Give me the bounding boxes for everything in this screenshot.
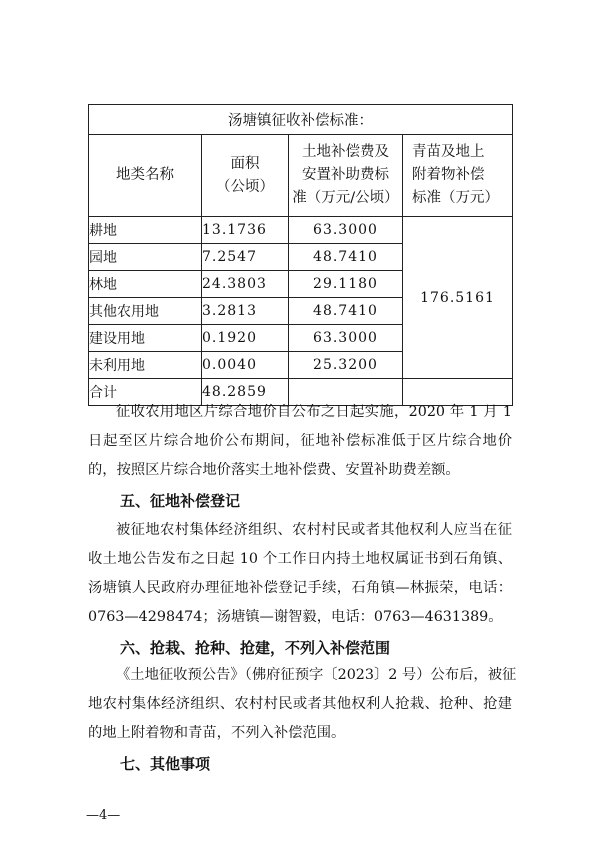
text-line: 地农村集体经济组织、农村村民或者其他权利人抢栽、抢种、抢建 [88, 696, 512, 712]
header-area: 面积 （公顷） [202, 135, 289, 217]
section-heading-7: 七、其他事项 [120, 755, 211, 773]
cell-total-area: 48.2859 [202, 379, 289, 406]
paragraph-no-compensation [88, 661, 517, 748]
text-line: 汤塘镇人民政府办理征地补偿登记手续，石角镇—林振荣，电话： [88, 580, 512, 596]
text-line: 的地上附着物和青苗，不列入补偿范围。 [88, 725, 346, 741]
cell-rate: 29.1180 [289, 271, 403, 298]
text-line: 被征地农村集体经济组织、农村村民或者其他权利人应当在征 [116, 522, 512, 538]
cell-area: 7.2547 [202, 244, 289, 271]
text-line: 的，按照区片综合地价落实土地补偿费、安置补助费差额。 [88, 462, 460, 478]
cell-land-type: 建设用地 [89, 325, 202, 352]
cell-rate: 48.7410 [289, 298, 403, 325]
paragraph-land-price [88, 398, 512, 485]
text-line: 收土地公告发布之日起 10 个工作日内持土地权属证书到石角镇、 [88, 551, 512, 567]
cell-land-type: 耕地 [89, 217, 202, 244]
compensation-table [88, 104, 513, 406]
text-line: 日起至区片综合地价公布期间，征地补偿标准低于区片综合地价 [88, 433, 512, 449]
table-row [89, 217, 513, 244]
cell-area: 0.1920 [202, 325, 289, 352]
table-header-row [89, 135, 513, 217]
cell-land-type: 未利用地 [89, 352, 202, 379]
cell-area: 0.0040 [202, 352, 289, 379]
table-title: 汤塘镇征收补偿标准： [89, 105, 513, 135]
cell-total-label: 合计 [89, 379, 202, 406]
text-line: 0763—4298474；汤塘镇—谢智毅，电话：0763—4631389。 [88, 609, 503, 625]
cell-rate: 48.7410 [289, 244, 403, 271]
cell-area: 13.1736 [202, 217, 289, 244]
header-land-type: 地类名称 [89, 135, 202, 217]
cell-rate: 63.3000 [289, 325, 403, 352]
table-title-row [89, 105, 513, 135]
text-line: 《土地征收预公告》（佛府征预字〔2023〕2 号）公布后，被征 [116, 667, 517, 683]
header-crop-compensation: 青苗及地上 附着物补偿 标准（万元） [403, 135, 513, 217]
section-heading-6: 六、抢栽、抢种、抢建，不列入补偿范围 [120, 639, 391, 657]
cell-area: 24.3803 [202, 271, 289, 298]
paragraph-registration [88, 516, 512, 632]
page-number: —4— [86, 808, 121, 823]
cell-land-type: 林地 [89, 271, 202, 298]
cell-rate: 63.3000 [289, 217, 403, 244]
cell-rate: 25.3200 [289, 352, 403, 379]
cell-crop-compensation: 176.5161 [403, 217, 513, 379]
cell-area: 3.2813 [202, 298, 289, 325]
header-land-compensation-rate: 土地补偿费及 安置补助费标 准（万元/公顷） [289, 135, 403, 217]
cell-land-type: 园地 [89, 244, 202, 271]
section-heading-5: 五、征地补偿登记 [120, 492, 241, 510]
text-line: 征收农用地区片综合地价自公布之日起实施，2020 年 1 月 1 [116, 404, 512, 420]
cell-land-type: 其他农用地 [89, 298, 202, 325]
